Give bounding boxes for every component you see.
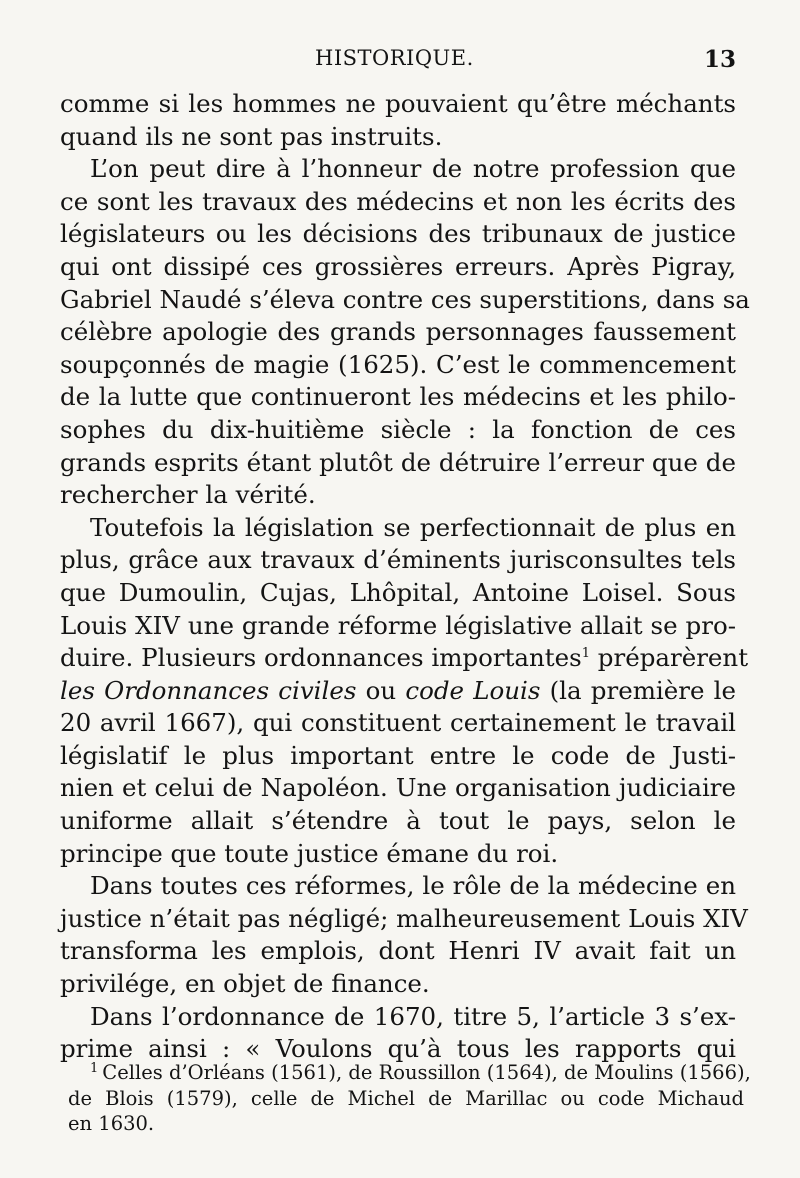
- text-segment: duire. Plusieurs ordonnances importantes: [60, 643, 582, 673]
- text-line: législatif le plus important entre le code de Justi-: [60, 740, 736, 770]
- text-line: ce sont les travaux des médecins et non les écrits des: [60, 186, 736, 216]
- text-segment: (la première le: [540, 675, 737, 705]
- text-line: de la lutte que continueront les médecins et les philo-: [60, 382, 736, 412]
- text-line: Louis XIV une grande réforme législative allait se pro-: [60, 610, 736, 640]
- text-line: 20 avril 1667), qui constituent certainement le travail: [60, 708, 736, 738]
- text-line: privilége, en objet de finance.: [60, 969, 430, 999]
- running-head: HISTORIQUE.: [315, 46, 474, 70]
- body-text: [60, 88, 750, 1066]
- text-line-italic-titles: [60, 675, 736, 708]
- text-line: que Dumoulin, Cujas, Lhôpital, Antoine Loisel. Sous: [60, 577, 736, 607]
- footnote-line: de Blois (1579), celle de Michel de Marillac ou code Michaud: [68, 1086, 744, 1110]
- italic-title: code Louis: [405, 675, 541, 705]
- footnotes: [68, 1060, 751, 1137]
- text-line: L’on peut dire à l’honneur de notre profession que: [90, 154, 736, 184]
- text-line: sophes du dix-huitième siècle : la fonction de ces: [60, 414, 736, 444]
- footnote-reference[interactable]: 1: [581, 645, 591, 661]
- paragraph-5: [60, 1001, 736, 1066]
- text-line: qui ont dissipé ces grossières erreurs. Après Pigray,: [60, 251, 736, 281]
- footnote-text: Celles d’Orléans (1561), de Roussillon (1564), de Moulins (1566),: [102, 1061, 751, 1084]
- paragraph-4: [60, 870, 748, 1000]
- page-header: [60, 46, 736, 78]
- paragraph-3: [60, 512, 749, 871]
- italic-title: les Ordonnances civiles: [60, 675, 357, 705]
- text-line: grands esprits étant plutôt de détruire l’erreur que de: [60, 447, 736, 477]
- text-line: Dans toutes ces réformes, le rôle de la médecine en: [90, 871, 736, 901]
- text-line: principe que toute justice émane du roi.: [60, 838, 559, 868]
- text-line: nien et celui de Napoléon. Une organisation judiciaire: [60, 773, 736, 803]
- text-line: transforma les emplois, dont Henri IV avait fait un: [60, 936, 736, 966]
- text-line: comme si les hommes ne pouvaient qu’être méchants: [60, 89, 736, 118]
- text-line: uniforme allait s’étendre à tout le pays, selon le: [60, 806, 736, 836]
- footnote-line: en 1630.: [68, 1112, 155, 1135]
- text-line-with-note: [60, 642, 749, 675]
- footnote-line: [68, 1060, 751, 1086]
- text-line: célèbre apologie des grands personnages faussement: [60, 317, 736, 347]
- text-line: justice n’était pas négligé; malheureusement Louis XIV: [60, 903, 748, 933]
- paragraph-1: [60, 88, 736, 153]
- text-line: plus, grâce aux travaux d’éminents jurisconsultes tels: [60, 545, 736, 575]
- text-segment: préparèrent: [590, 643, 749, 673]
- paragraph-2: [60, 153, 750, 512]
- text-line: prime ainsi : « Voulons qu’à tous les rapports qui: [60, 1034, 736, 1064]
- text-line: Gabriel Naudé s’éleva contre ces superstitions, dans sa: [60, 284, 750, 314]
- text-line: législateurs ou les décisions des tribunaux de justice: [60, 219, 736, 249]
- text-line: rechercher la vérité.: [60, 480, 316, 510]
- text-line: quand ils ne sont pas instruits.: [60, 121, 443, 151]
- text-line: Dans l’ordonnance de 1670, titre 5, l’article 3 s’ex-: [90, 1001, 736, 1031]
- text-segment: ou: [356, 675, 406, 705]
- text-line: soupçonnés de magie (1625). C’est le commencement: [60, 349, 736, 379]
- page-number: 13: [703, 46, 736, 73]
- text-line: Toutefois la législation se perfectionnait de plus en: [90, 512, 736, 542]
- footnote-marker: 1: [90, 1060, 99, 1076]
